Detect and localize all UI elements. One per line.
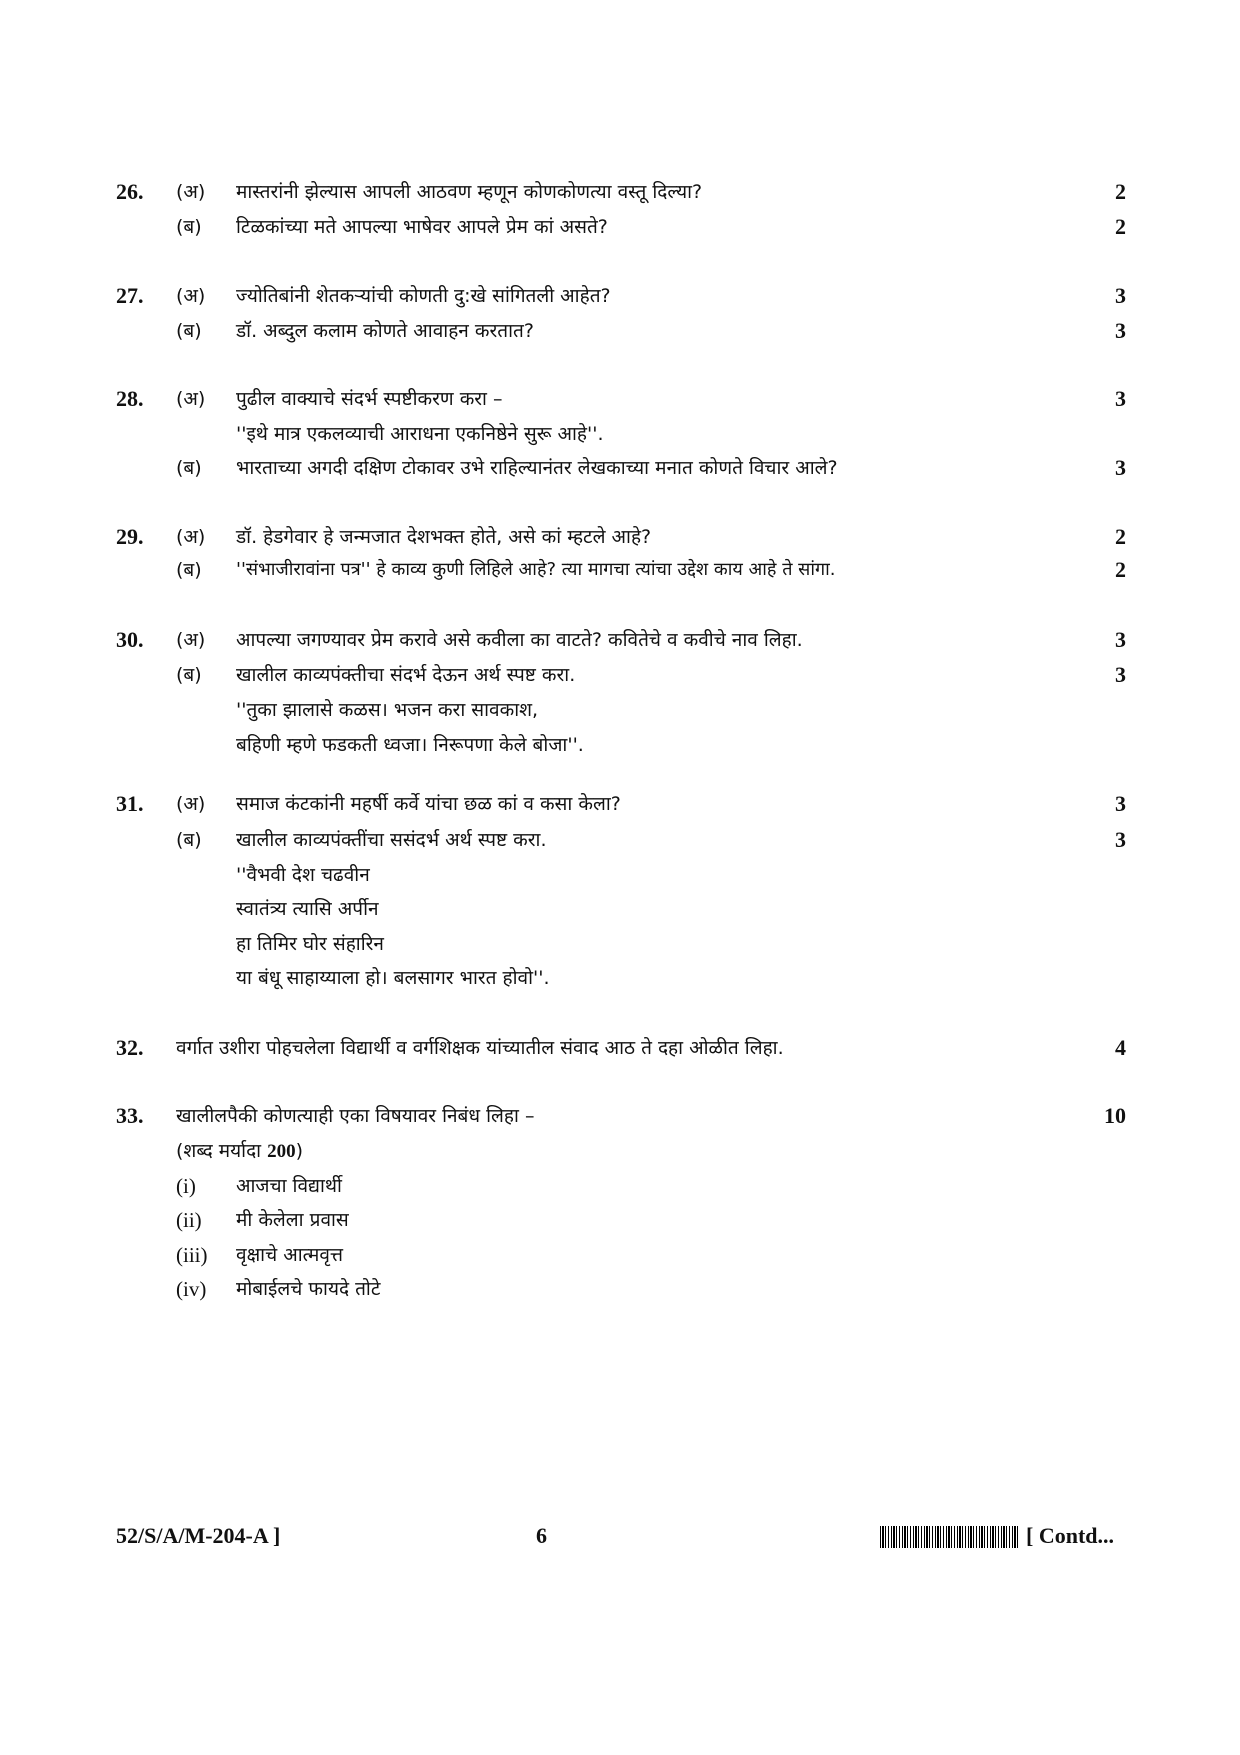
marks: 3 [1115, 318, 1126, 343]
question-text: डॉ. हेडगेवार हे जन्मजात देशभक्त होते, असे कां म्हटले आहे? [236, 526, 652, 548]
option-label: (ii) [176, 1208, 202, 1232]
poem-line [0, 891, 1240, 927]
part-label: (अ) [176, 629, 206, 651]
question-number: 28. [116, 386, 144, 411]
question-text: टिळकांच्या मते आपल्या भाषेवर आपले प्रेम कां असते? [236, 216, 608, 238]
question-text: वर्गात उशीरा पोहचलेला विद्यार्थी व वर्गशिक्षक यांच्यातील संवाद आठ ते दहा ओळीत लिहा. [176, 1037, 784, 1059]
question-30b [0, 657, 1240, 693]
essay-option [0, 1237, 1240, 1273]
marks: 4 [1115, 1035, 1126, 1060]
option-text: मी केलेला प्रवास [236, 1209, 349, 1231]
option-text: मोबाईलचे फायदे तोटे [236, 1278, 381, 1300]
question-30a [0, 622, 1240, 658]
question-number: 26. [116, 179, 144, 204]
option-label: (iv) [176, 1277, 207, 1301]
question-27b [0, 313, 1240, 349]
part-label: (अ) [176, 181, 206, 203]
word-limit-prefix: (शब्द मर्यादा [176, 1140, 268, 1162]
question-text: ज्योतिबांनी शेतकऱ्यांची कोणती दु:खे सांगितली आहेत? [236, 285, 611, 307]
marks: 2 [1115, 179, 1126, 204]
marks: 2 [1115, 214, 1126, 239]
question-29a [0, 519, 1240, 555]
part-label: (ब) [176, 320, 202, 342]
question-31b [0, 822, 1240, 858]
option-text: आजचा विद्यार्थी [236, 1175, 342, 1197]
marks: 3 [1115, 827, 1126, 852]
question-29b [0, 552, 1240, 588]
quote-text: ''इथे मात्र एकलव्याची आराधना एकनिष्ठेने सुरू आहे''. [236, 423, 604, 445]
poem-text: स्वातंत्र्य त्यासि अर्पीन [236, 898, 379, 920]
part-label: (अ) [176, 388, 206, 410]
question-number: 27. [116, 283, 144, 308]
poem-line [0, 727, 1240, 763]
poem-text: ''तुका झालासे कळस। भजन करा सावकाश, [236, 699, 539, 721]
question-number: 32. [116, 1035, 144, 1060]
marks: 2 [1115, 524, 1126, 549]
question-text: मास्तरांनी झेल्यास आपली आठवण म्हणून कोणकोणत्या वस्तू दिल्या? [236, 181, 703, 203]
part-label: (ब) [176, 216, 202, 238]
page-number: 6 [536, 1523, 547, 1548]
continued-label: [ Contd... [1026, 1523, 1115, 1548]
poem-text: ''वैभवी देश चढवीन [236, 864, 370, 886]
part-label: (ब) [176, 559, 202, 581]
marks: 3 [1115, 662, 1126, 687]
question-26a [0, 174, 1240, 210]
question-31a [0, 786, 1240, 822]
marks: 2 [1115, 557, 1126, 582]
marks: 3 [1115, 455, 1126, 480]
question-number: 29. [116, 524, 144, 549]
poem-line [0, 857, 1240, 893]
marks: 3 [1115, 791, 1126, 816]
question-number: 31. [116, 791, 144, 816]
poem-line [0, 960, 1240, 996]
question-33 [0, 1098, 1240, 1134]
part-label: (अ) [176, 526, 206, 548]
question-32 [0, 1030, 1240, 1066]
essay-option [0, 1271, 1240, 1307]
question-number: 30. [116, 627, 144, 652]
marks: 3 [1115, 627, 1126, 652]
barcode [880, 1526, 1020, 1548]
poem-line [0, 692, 1240, 728]
question-26b [0, 209, 1240, 245]
question-text: ''संभाजीरावांना पत्र'' हे काव्य कुणी लिहिले आहे? त्या मागचा त्यांचा उद्देश काय आहे ते सांगा. [236, 559, 836, 580]
part-label: (ब) [176, 457, 202, 479]
question-text: खालील काव्यपंक्तींचा ससंदर्भ अर्थ स्पष्ट करा. [236, 829, 547, 851]
question-text: पुढील वाक्याचे संदर्भ स्पष्टीकरण करा – [236, 388, 503, 410]
question-28a [0, 381, 1240, 417]
marks: 3 [1115, 283, 1126, 308]
marks: 10 [1104, 1103, 1126, 1128]
poem-text: या बंधू साहाय्याला हो। बलसागर भारत होवो''. [236, 967, 550, 989]
part-label: (ब) [176, 664, 202, 686]
part-label: (अ) [176, 793, 206, 815]
part-label: (ब) [176, 829, 202, 851]
word-limit-suffix: ) [295, 1140, 304, 1162]
page-footer [0, 1518, 1240, 1554]
poem-text: बहिणी म्हणे फडकती ध्वजा। निरूपणा केले बोजा''. [236, 734, 584, 756]
question-text: खालीलपैकी कोणत्याही एका विषयावर निबंध लिहा – [176, 1105, 535, 1127]
quote-line [0, 416, 1240, 452]
question-text: खालील काव्यपंक्तीचा संदर्भ देऊन अर्थ स्पष्ट करा. [236, 664, 576, 686]
word-limit [0, 1133, 1240, 1169]
paper-code: 52/S/A/M-204-A ] [116, 1523, 281, 1548]
poem-line [0, 926, 1240, 962]
word-limit-text [176, 1133, 303, 1170]
question-28b [0, 450, 1240, 486]
part-label: (अ) [176, 285, 206, 307]
question-27a [0, 278, 1240, 314]
poem-text: हा तिमिर घोर संहारिन [236, 933, 384, 955]
essay-option [0, 1202, 1240, 1238]
essay-option [0, 1168, 1240, 1204]
word-limit-value: 200 [267, 1141, 296, 1162]
question-text: डॉ. अब्दुल कलाम कोणते आवाहन करतात? [236, 320, 534, 342]
question-text: समाज कंटकांनी महर्षी कर्वे यांचा छळ कां व कसा केला? [236, 793, 621, 815]
option-text: वृक्षाचे आत्मवृत्त [236, 1244, 344, 1266]
option-label: (iii) [176, 1243, 208, 1267]
question-text: भारताच्या अगदी दक्षिण टोकावर उभे राहिल्यानंतर लेखकाच्या मनात कोणते विचार आले? [236, 457, 838, 479]
option-label: (i) [176, 1174, 196, 1198]
marks: 3 [1115, 386, 1126, 411]
question-number: 33. [116, 1103, 144, 1128]
question-text: आपल्या जगण्यावर प्रेम करावे असे कवीला का वाटते? कवितेचे व कवीचे नाव लिहा. [236, 629, 803, 651]
